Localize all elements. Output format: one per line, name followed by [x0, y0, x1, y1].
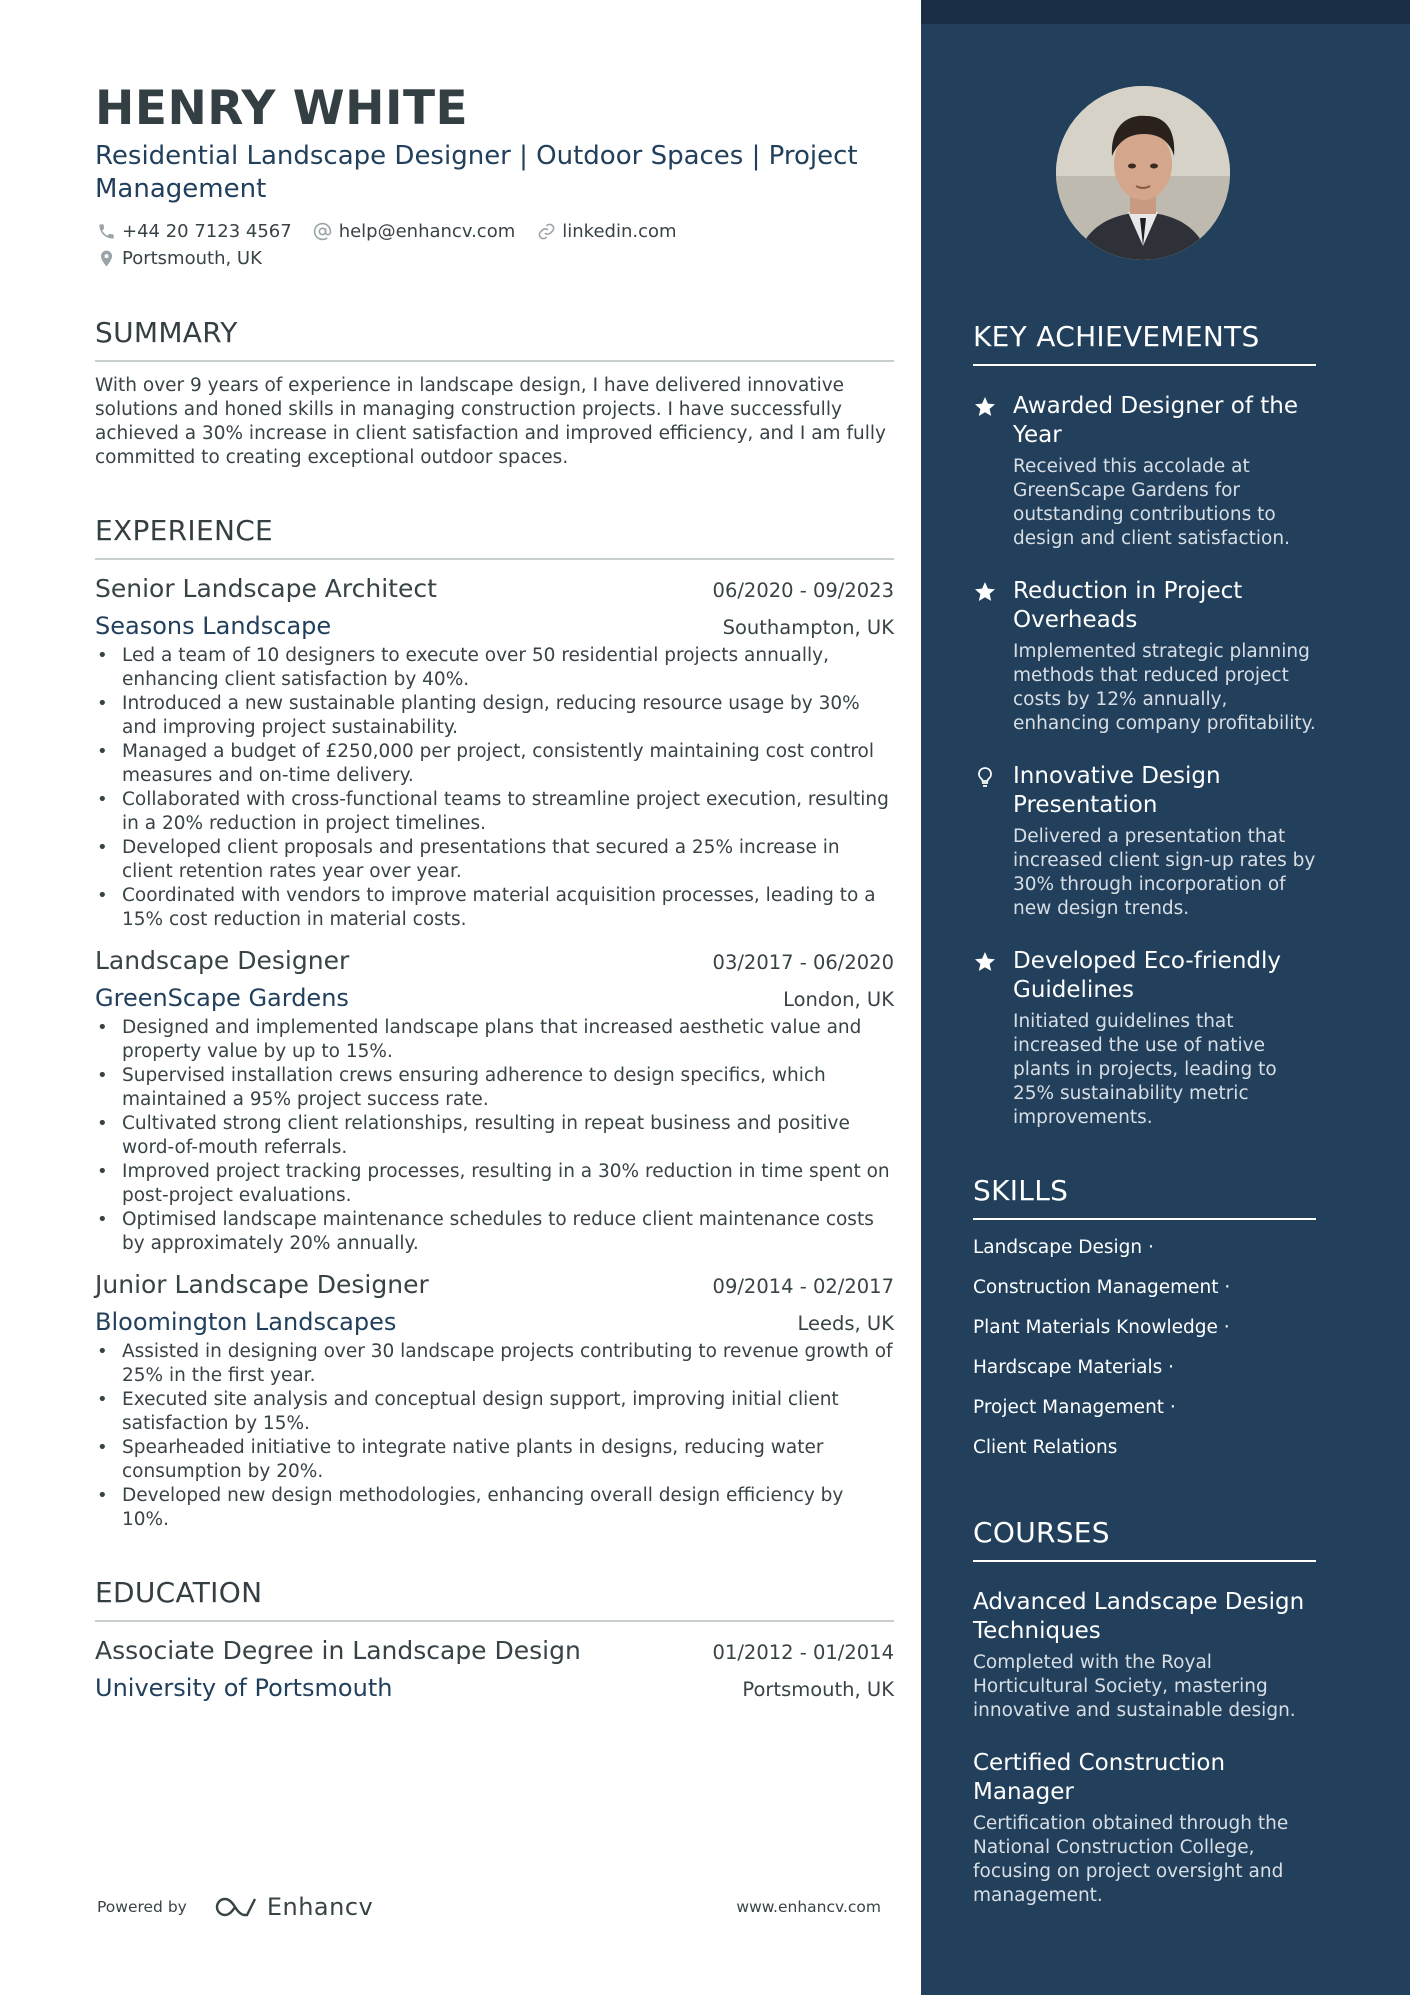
- location-contact: Portsmouth, UK: [95, 248, 262, 270]
- sidebar: [921, 0, 1410, 1995]
- education-heading: EDUCATION: [95, 1576, 894, 1622]
- achievement-desc: Implemented strategic planning methods that reduced project costs by 12% annually, enhancing company profitability.: [1013, 641, 1316, 734]
- job-company: Bloomington Landscapes: [95, 1308, 397, 1336]
- job-dates: 03/2017 - 06/2020: [712, 951, 894, 974]
- skill-item: Hardscape Materials ·: [973, 1357, 1174, 1378]
- achievement-desc: Initiated guidelines that increased the use of native plants in projects, leading to 25% sustainability metric improvements.: [1013, 1011, 1277, 1128]
- job-location: Leeds, UK: [797, 1312, 894, 1335]
- job-dates: 06/2020 - 09/2023: [712, 579, 894, 602]
- sidebar-top-bar: [921, 0, 1410, 24]
- at-icon: [312, 221, 334, 243]
- skill-item: Plant Materials Knowledge ·: [973, 1317, 1230, 1338]
- achievements-heading: KEY ACHIEVEMENTS: [973, 320, 1316, 366]
- course-item: [973, 1749, 1316, 1908]
- footer-website[interactable]: www.enhancv.com: [736, 1898, 881, 1916]
- contact-info: [95, 218, 894, 272]
- job-company: GreenScape Gardens: [95, 984, 349, 1012]
- education-entry: [95, 1634, 894, 1704]
- education-dates: 01/2012 - 01/2014: [712, 1641, 894, 1664]
- job-location: Southampton, UK: [722, 616, 894, 639]
- job-dates: 09/2014 - 02/2017: [712, 1275, 894, 1298]
- skills-section: [973, 1174, 1316, 1460]
- job-entry: [95, 944, 894, 1256]
- experience-heading: EXPERIENCE: [95, 514, 894, 560]
- bullet-item: • Developed client proposals and presentations that secured a 25% increase in client retention rates year over year.: [95, 836, 894, 884]
- skill-item: Landscape Design ·: [973, 1237, 1154, 1258]
- footer: [97, 1893, 881, 1921]
- achievement-title: Innovative Design Presentation: [1013, 763, 1221, 818]
- achievement-item: [973, 762, 1316, 921]
- bullet-item: • Optimised landscape maintenance schedules to reduce client maintenance costs by approximately 20% annually.: [95, 1208, 894, 1256]
- achievements-section: [973, 320, 1316, 1130]
- footer-brand[interactable]: [97, 1893, 373, 1921]
- skill-item: Project Management ·: [973, 1397, 1176, 1418]
- summary-heading: SUMMARY: [95, 316, 894, 362]
- bullet-item: • Spearheaded initiative to integrate native plants in designs, reducing water consumption by 20%.: [95, 1436, 894, 1484]
- job-role: Junior Landscape Designer: [95, 1270, 429, 1299]
- candidate-name: HENRY WHITE: [95, 81, 469, 136]
- job-role: Landscape Designer: [95, 946, 350, 975]
- achievement-item: [973, 392, 1316, 551]
- bullet-item: • Executed site analysis and conceptual design support, improving initial client satisfaction by 15%.: [95, 1388, 894, 1436]
- avatar: [1056, 86, 1230, 260]
- achievement-title: Developed Eco-friendly Guidelines: [1013, 948, 1281, 1003]
- sidebar-content: [973, 320, 1316, 1908]
- candidate-title: Residential Landscape Designer | Outdoor Spaces | Project Management: [95, 141, 858, 204]
- bullet-item: • Cultivated strong client relationships, resulting in repeat business and positive word-of-mouth referrals.: [95, 1112, 894, 1160]
- star-icon: [973, 392, 1013, 551]
- job-bullets: [95, 1340, 894, 1532]
- achievement-desc: Received this accolade at GreenScape Gardens for outstanding contributions to design and client satisfaction.: [1013, 456, 1290, 549]
- bullet-item: • Managed a budget of £250,000 per project, consistently maintaining cost control measures and on-time delivery.: [95, 740, 894, 788]
- bullet-item: • Collaborated with cross-functional teams to streamline project execution, resulting in a 20% reduction in project timelines.: [95, 788, 894, 836]
- bullet-item: • Developed new design methodologies, enhancing overall design efficiency by 10%.: [95, 1484, 894, 1532]
- courses-heading: COURSES: [973, 1516, 1316, 1562]
- summary-text: With over 9 years of experience in landscape design, I have delivered innovative solutions and honed skills in managing construction projects. I have successfully achieved a 30% increase in client satisfaction and improved efficiency, and I am fully committed to creating exceptional outdoor spaces.: [95, 375, 886, 468]
- lightbulb-icon: [973, 762, 1013, 921]
- bullet-item: • Improved project tracking processes, resulting in a 30% reduction in time spent on post-project evaluations.: [95, 1160, 894, 1208]
- course-desc: Completed with the Royal Horticultural Society, mastering innovative and sustainable design.: [973, 1652, 1296, 1721]
- degree: Associate Degree in Landscape Design: [95, 1636, 581, 1665]
- bullet-item: • Assisted in designing over 30 landscape projects contributing to revenue growth of 25% in the first year.: [95, 1340, 894, 1388]
- achievement-title: Reduction in Project Overheads: [1013, 578, 1243, 633]
- phone-icon: [95, 221, 117, 243]
- skill-item: Client Relations: [973, 1437, 1118, 1458]
- enhancv-logo: Enhancv: [213, 1893, 373, 1921]
- skills-heading: SKILLS: [973, 1174, 1316, 1220]
- linkedin-contact[interactable]: linkedin.com: [535, 221, 676, 243]
- school: University of Portsmouth: [95, 1674, 393, 1702]
- job-location: London, UK: [783, 988, 894, 1011]
- bullet-item: • Coordinated with vendors to improve material acquisition processes, leading to a 15% cost reduction in material costs.: [95, 884, 894, 932]
- achievement-item: [973, 947, 1316, 1130]
- course-desc: Certification obtained through the National Construction College, focusing on project oversight and management.: [973, 1813, 1289, 1906]
- bullet-item: • Supervised installation crews ensuring adherence to design specifics, which maintained a 95% project success rate.: [95, 1064, 894, 1112]
- education-location: Portsmouth, UK: [742, 1678, 894, 1701]
- job-company: Seasons Landscape: [95, 612, 332, 640]
- job-bullets: [95, 1016, 894, 1256]
- achievement-item: [973, 577, 1316, 736]
- job-entry: [95, 572, 894, 932]
- star-icon: [973, 947, 1013, 1130]
- email-contact[interactable]: help@enhancv.com: [312, 221, 516, 243]
- job-role: Senior Landscape Architect: [95, 574, 437, 603]
- phone-contact: +44 20 7123 4567: [95, 221, 292, 243]
- bullet-item: • Led a team of 10 designers to execute over 50 residential projects annually, enhancing client satisfaction by 40%.: [95, 644, 894, 692]
- education-section: [95, 1576, 894, 1704]
- job-entry: [95, 1268, 894, 1532]
- achievement-desc: Delivered a presentation that increased client sign-up rates by 30% through incorporation of new design trends.: [1013, 826, 1316, 919]
- bullet-item: • Introduced a new sustainable planting design, reducing resource usage by 30% and improving project sustainability.: [95, 692, 894, 740]
- courses-section: [973, 1516, 1316, 1908]
- skill-item: Construction Management ·: [973, 1277, 1231, 1298]
- location-pin-icon: [95, 248, 117, 270]
- star-icon: [973, 577, 1013, 736]
- bullet-item: • Designed and implemented landscape plans that increased aesthetic value and property value by up to 15%.: [95, 1016, 894, 1064]
- achievement-title: Awarded Designer of the Year: [1013, 393, 1298, 448]
- course-title: Advanced Landscape Design Techniques: [973, 1589, 1305, 1644]
- summary-section: [95, 316, 894, 470]
- course-item: [973, 1588, 1316, 1723]
- experience-section: [95, 514, 894, 1532]
- link-icon: [535, 221, 557, 243]
- course-title: Certified Construction Manager: [973, 1750, 1226, 1805]
- powered-by-label: Powered by: [97, 1898, 187, 1916]
- job-bullets: [95, 644, 894, 932]
